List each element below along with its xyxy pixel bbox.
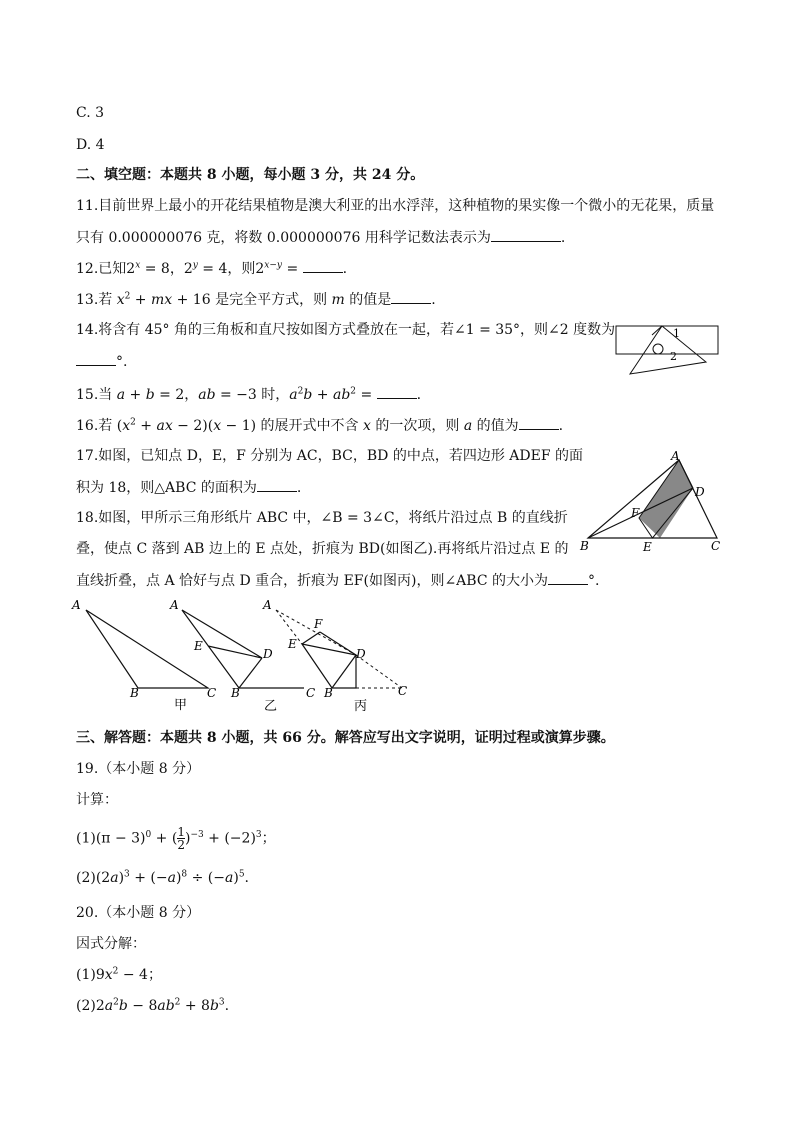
- label-c: C: [207, 686, 217, 700]
- label-a: A: [170, 598, 179, 612]
- segment-bd: [588, 488, 693, 538]
- triangle-jia: [86, 610, 208, 688]
- angle-label-2: 2: [670, 350, 677, 363]
- label-d: D: [263, 647, 273, 661]
- q12: 12.已知$2^x = 8$，$2^y = 4$，则$2^{x-y}$ = .: [76, 260, 348, 277]
- answer-blank[interactable]: [548, 571, 588, 585]
- circle-mark: [653, 344, 663, 354]
- triangle-shape: [630, 326, 706, 374]
- q18-line3: 直线折叠，点 A 恰好与点 D 重合，折痕为 EF(如图丙)，则∠ABC 的大小为 °.: [76, 573, 600, 589]
- q19-part1: $(1)(\pi - 3)^0$ + ( $\frac{1}{2}$ )$^{-3} + (-2)^3$；: [76, 825, 276, 852]
- label-d: D: [356, 647, 366, 661]
- answer-blank[interactable]: [76, 352, 116, 366]
- q17-line2: 积为 18，则△ABC 的面积为 .: [76, 480, 302, 496]
- answer-blank[interactable]: [391, 290, 431, 304]
- label-c: C: [711, 539, 721, 553]
- label-b: B: [130, 686, 139, 700]
- caption-yi: 乙: [264, 699, 278, 714]
- label-e: E: [288, 637, 297, 651]
- q14-line2: °.: [76, 352, 127, 371]
- label-e: E: [643, 540, 652, 554]
- q14-line1: 14.将含有 45° 角的三角板和直尺按如图方式叠放在一起，若∠1 = 35°，则∠2 度数为: [76, 322, 616, 338]
- q15: 15.当 a + b = 2，ab = −3 时，$a^2b + ab^2$ = .: [76, 386, 422, 403]
- crease-bd: [239, 658, 262, 688]
- label-f: F: [631, 506, 640, 520]
- q11-line2: 只有 0.000000076 克，将数 0.000000076 用科学记数法表示为 .: [76, 230, 566, 246]
- angle-label-1: 1: [673, 327, 680, 340]
- figure-bing: [262, 598, 407, 714]
- answer-blank[interactable]: [257, 478, 297, 492]
- ruler-triangle-figure: [612, 322, 722, 378]
- label-a: A: [263, 598, 272, 612]
- triangle-adef-figure: [574, 446, 724, 558]
- option-c: C. 3: [76, 105, 105, 121]
- caption-bing: 丙: [354, 699, 368, 714]
- q20-part2: $(2)2a^2b - 8ab^2 + 8b^3$.: [76, 997, 230, 1014]
- caption-jia: 甲: [174, 698, 188, 713]
- label-c: C: [398, 684, 408, 698]
- q13: 13.若 $x^2$ + mx + 16 是完全平方式，则 m 的值是 .: [76, 291, 436, 308]
- q20-head: 20.（本小题 8 分）: [76, 905, 201, 921]
- figure-jia: [71, 598, 216, 713]
- label-a: A: [671, 449, 680, 463]
- answer-blank[interactable]: [491, 228, 561, 242]
- label-f: F: [314, 617, 323, 631]
- label-c: C: [306, 686, 316, 700]
- label-b: B: [231, 686, 240, 700]
- section-2-title: 二、填空题：本题共 8 小题，每小题 3 分，共 24 分。: [76, 167, 425, 183]
- answer-blank[interactable]: [519, 416, 559, 430]
- label-b: B: [580, 539, 589, 553]
- figure-yi: [169, 598, 315, 714]
- q18-line2: 叠，使点 C 落到 AB 边上的 E 点处，折痕为 BD(如图乙).再将纸片沿过点 E 的: [76, 541, 569, 557]
- label-e: E: [194, 639, 203, 653]
- q20-prompt: 因式分解：: [76, 936, 146, 952]
- q19-part2: $(2)(2a)^3 + (-a)^8 \div (-a)^5$.: [76, 869, 249, 886]
- answer-blank[interactable]: [377, 385, 417, 399]
- crease-ef: [302, 632, 320, 644]
- q20-part1: $(1)9x^2 - 4$；: [76, 966, 162, 983]
- label-a: A: [72, 598, 81, 612]
- option-d: D. 4: [76, 137, 105, 153]
- q17-line1: 17.如图，已知点 D，E，F 分别为 AC，BC，BD 的中点，若四边形 ADEF 的面: [76, 448, 583, 464]
- q11-line1: 11.目前世界上最小的开花结果植物是澳大利亚的出水浮萍，这种植物的果实像一个微小的无花果，质量: [76, 198, 715, 214]
- q16: 16.若 ($x^2$ + ax − 2)(x − 1) 的展开式中不含 x 的一次项，则 a 的值为 .: [76, 417, 564, 434]
- q19-prompt: 计算：: [76, 792, 118, 808]
- q18-line1: 18.如图，甲所示三角形纸片 ABC 中，∠B = 3∠C，将纸片沿过点 B 的直线折: [76, 510, 568, 526]
- q19-head: 19.（本小题 8 分）: [76, 761, 201, 777]
- label-b: B: [324, 686, 333, 700]
- folding-figures: [68, 596, 418, 718]
- label-d: D: [695, 485, 705, 499]
- section-3-title: 三、解答题：本题共 8 小题，共 66 分。解答应写出文字说明，证明过程或演算步骤。: [76, 730, 615, 746]
- answer-blank[interactable]: [303, 259, 343, 273]
